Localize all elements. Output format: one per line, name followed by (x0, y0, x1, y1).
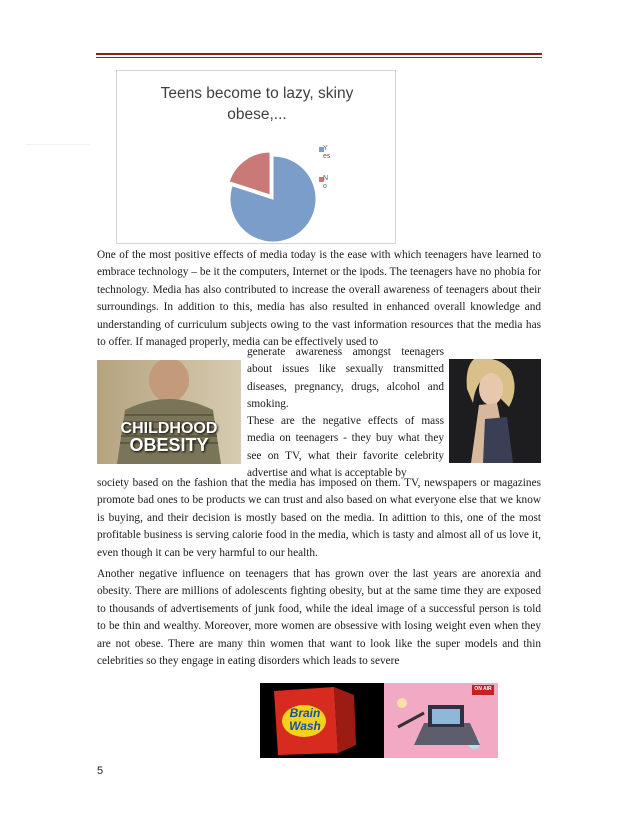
brain-wash-image (260, 683, 384, 758)
on-air-sign: ON AIR (474, 686, 492, 692)
thin-model-image (449, 359, 541, 463)
legend-label-yes: Y es (323, 145, 331, 160)
chart-title: Teens become to lazy, skiny obese,... (160, 85, 354, 123)
brain-wash-line1: Brain (289, 706, 321, 720)
paragraph-3: Another negative influence on teenagers that has grown over the last years are anorexia and obesity. There are millions of adolescents fighting obesity, but at the same time they are exposed to thousands of advertisements of junk food, while the ideal image of a successful person is told to be thin and wealthy. Moreover, more women are obsessive with losing weight even when they are not obese. There are many thin women that want to look like the super models and thin celebrities so they engage in eating disorders which leads to severe (97, 568, 541, 668)
header-rule-thin (96, 57, 542, 58)
paragraph-2-start: These are the negative effects of mass media on teenagers - they buy what they see on TV, what their favorite celebrity advertise and what is acceptable by (247, 415, 444, 480)
brain-wash-line2: Wash (289, 719, 321, 733)
obesity-caption-line2: OBESITY (129, 435, 209, 455)
thin-model-photo (449, 359, 541, 463)
legend-label-no: N o (323, 175, 329, 190)
obesity-caption-line1: CHILDHOOD (120, 420, 218, 437)
paragraph-1: One of the most positive effects of media today is the ease with which teenagers have learned to embrace technology – be it the computers, Internet or the ipods. The teenagers have no phobia for technology. Media has also contributed to increase the overall awareness of teenagers about their surroundings. In addition to this, media has also resulted in enhanced overall knowledge and understanding of curriculum subjects owing to the vast information resources that the media has to offer. If managed properly, media can be effectively used to (97, 249, 541, 349)
page-number: 5 (97, 765, 104, 777)
faint-mark (26, 144, 90, 145)
paragraph-2-rest: society based on the fashion that the media has imposed on them. TV, newspapers or magazines promote bad ones to be products we can trust and also based on what everyone else that we know is buying, and their decision is mostly based on the media. In adittion to this, one of the most profitable business is serving calorie food in the media, which is tasty and almost all of us love it, even though it can be very harmful to our health. (97, 477, 541, 559)
on-air-photo (384, 683, 498, 758)
pie-svg (117, 71, 395, 243)
pie-chart (116, 70, 396, 244)
on-air-image (384, 683, 498, 758)
header-rule-thick (96, 53, 542, 55)
paragraph-1-continued: generate awareness amongst teenagers about issues like sexually transmitted diseases, pregnancy, drugs, alcohol and smoking. (247, 346, 444, 411)
childhood-obesity-image (97, 360, 241, 464)
